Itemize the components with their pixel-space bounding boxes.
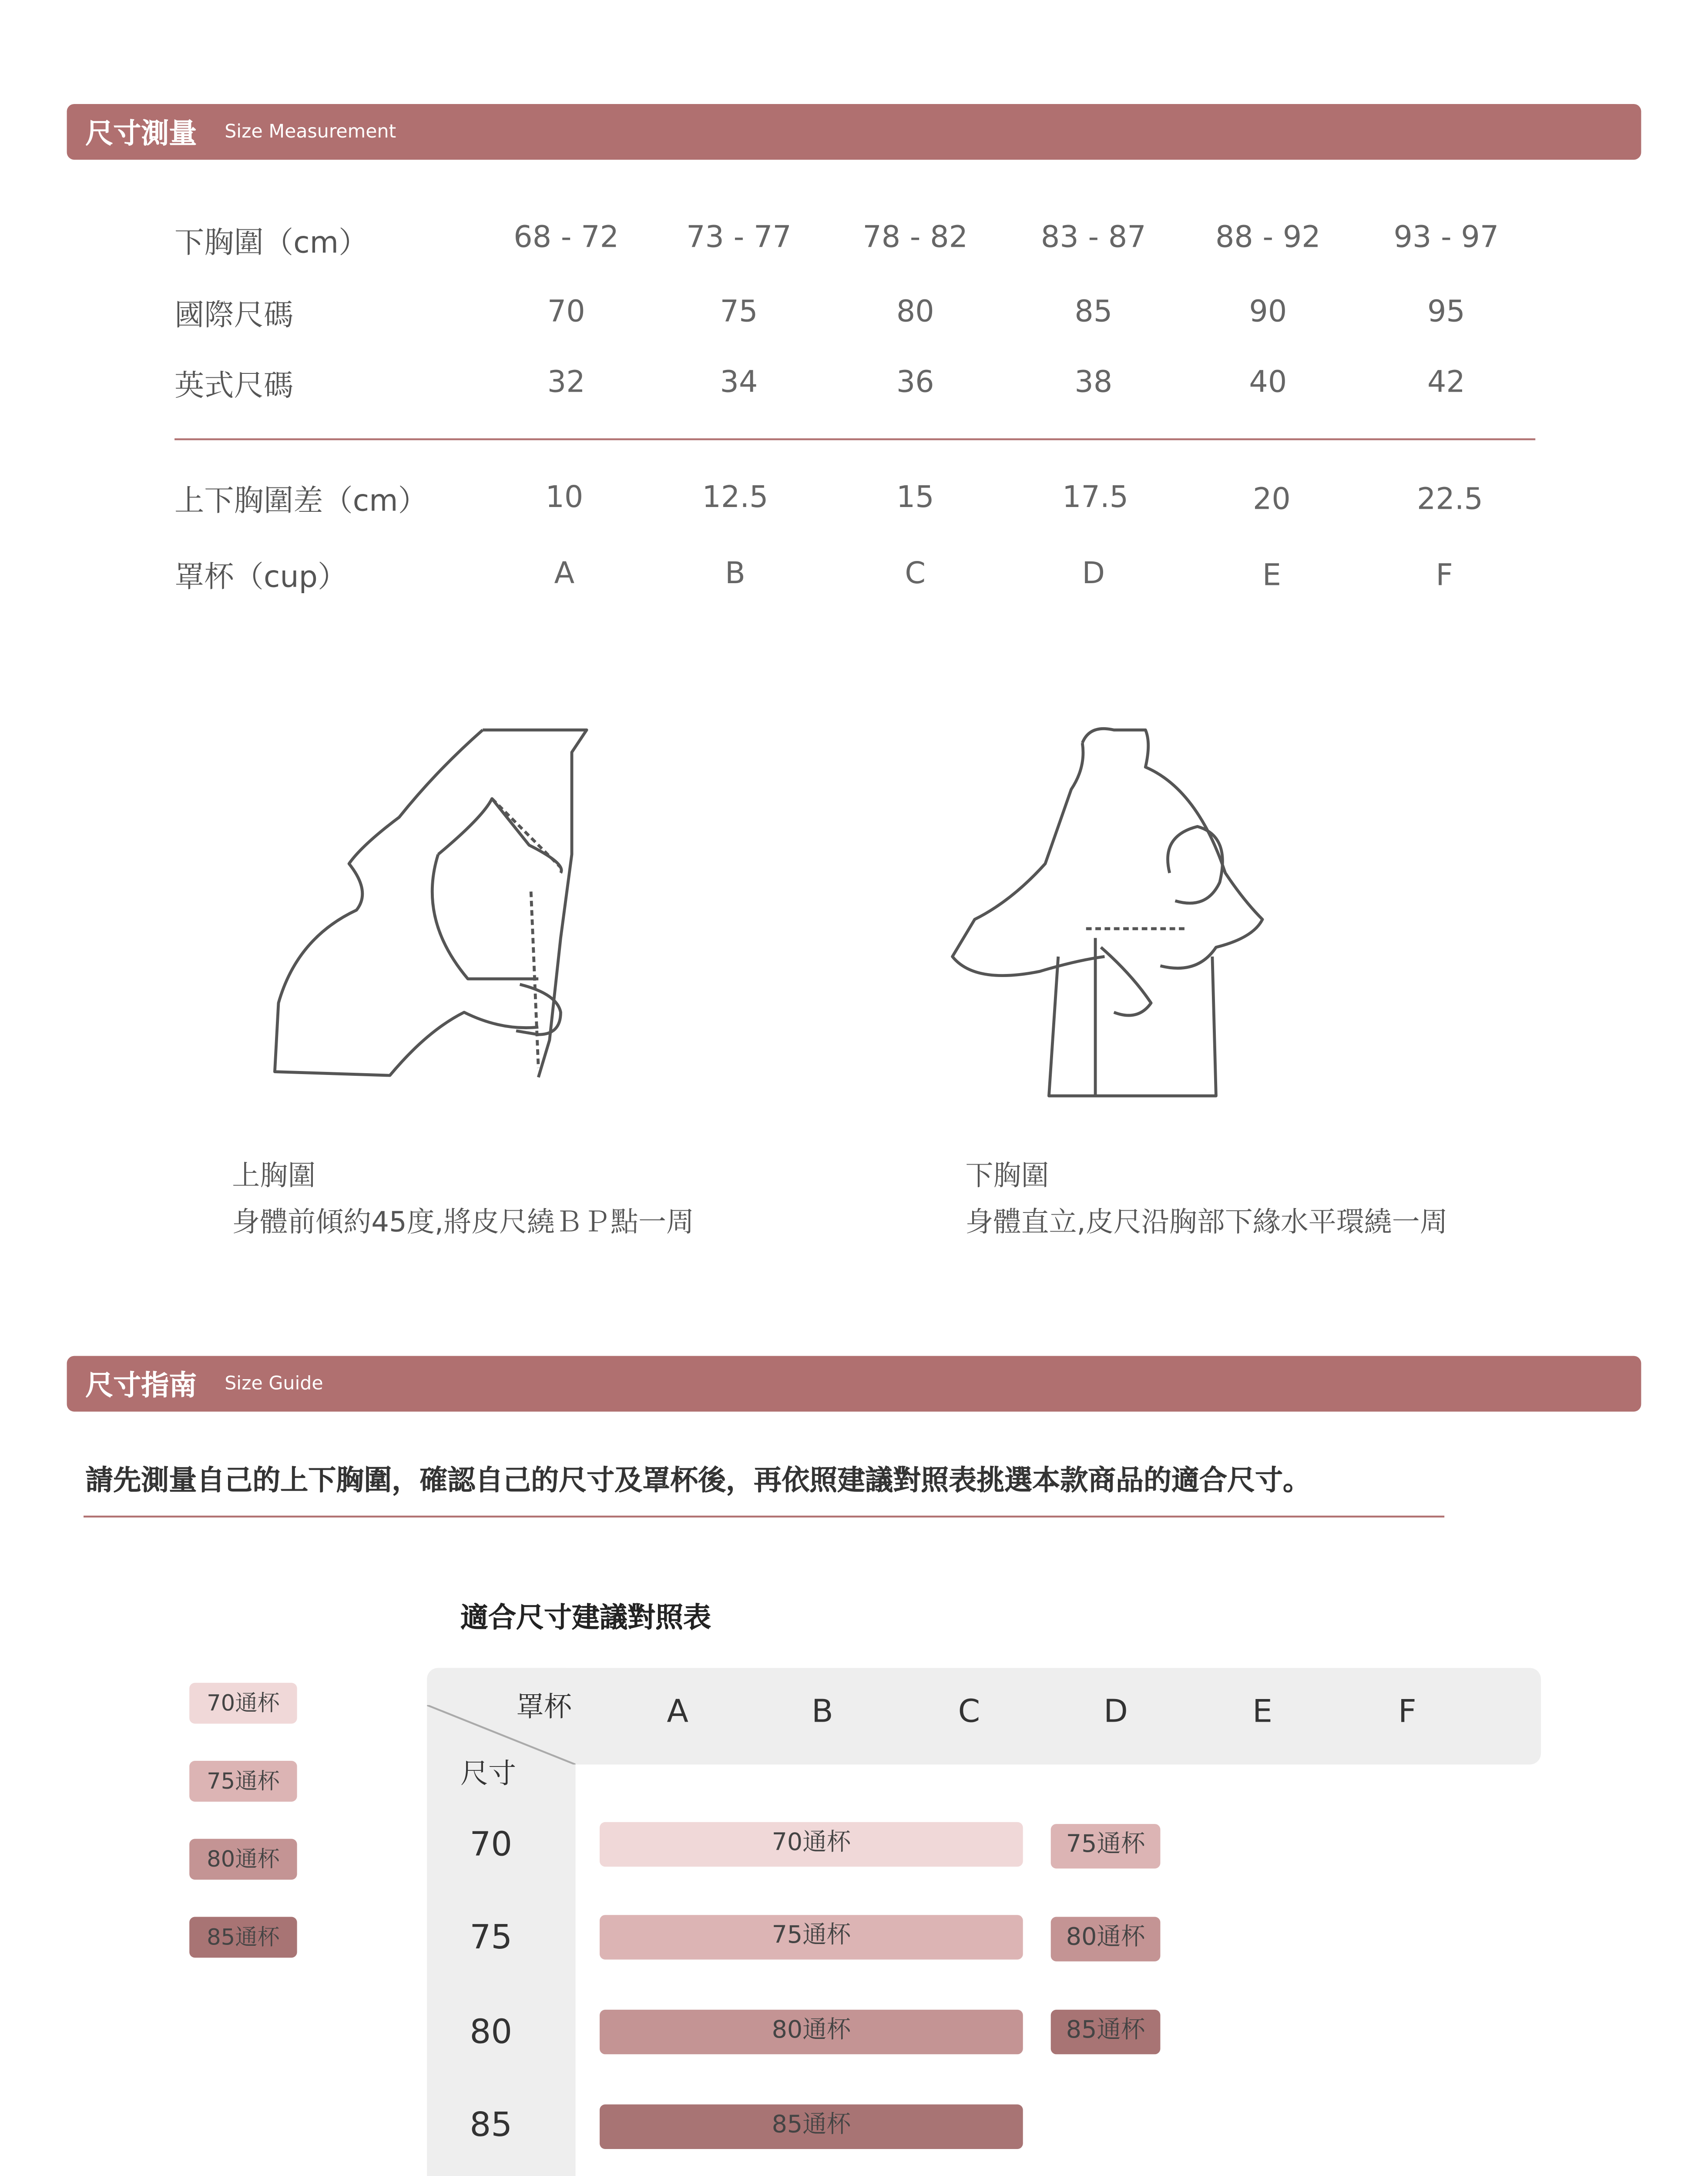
- table-cell: 34: [720, 364, 758, 400]
- table-cell: E: [1262, 557, 1281, 593]
- table-cell: 88 - 92: [1215, 219, 1321, 255]
- row-label-underbust: 下胸圍（cm）: [174, 225, 369, 260]
- guide-instruction: 請先測量自己的上下胸圍，確認自己的尺寸及罩杯後，再依照建議對照表挑選本款商品的適合尺寸。: [85, 1464, 1311, 1497]
- section-title: 尺寸測量: [85, 117, 197, 151]
- table-cell: 78 - 82: [862, 219, 968, 255]
- chart-title: 適合尺寸建議對照表: [460, 1601, 711, 1635]
- size-row-80: 80: [470, 2013, 513, 2053]
- section-subtitle: Size Measurement: [225, 122, 396, 143]
- table-cell: 20: [1252, 481, 1291, 517]
- table-cell: 73 - 77: [686, 219, 792, 255]
- table-cell: 90: [1249, 293, 1287, 329]
- table-divider: [174, 438, 1535, 440]
- table-cell: 12.5: [702, 479, 768, 515]
- table-cell: B: [725, 555, 745, 591]
- size-row-70: 70: [470, 1826, 513, 1865]
- recommend-75-d: 80通杯: [1051, 1917, 1161, 1961]
- size-row-85: 85: [470, 2106, 513, 2146]
- table-cell: 15: [896, 479, 934, 515]
- lower-bust-desc: 身體直立,皮尺沿胸部下緣水平環繞一周: [965, 1205, 1448, 1239]
- recommend-75-abc: 75通杯: [600, 1915, 1023, 1959]
- table-cell: 70: [547, 293, 585, 329]
- lower-bust-illustration: [937, 715, 1309, 1105]
- table-cell: 75: [720, 293, 758, 329]
- recommend-85-abc: 85通杯: [600, 2105, 1023, 2149]
- section-header-measure: [67, 104, 1641, 160]
- table-cell: 95: [1427, 293, 1465, 329]
- section-title: 尺寸指南: [85, 1369, 197, 1403]
- recommend-80-abc: 80通杯: [600, 2010, 1023, 2054]
- row-label-difference: 上下胸圍差（cm）: [174, 483, 428, 518]
- table-cell: F: [1436, 557, 1453, 593]
- legend-70: 70通杯: [189, 1683, 297, 1724]
- upper-bust-title: 上胸圍: [232, 1159, 316, 1192]
- table-cell: 22.5: [1416, 481, 1483, 517]
- recommend-80-d: 85通杯: [1051, 2010, 1161, 2054]
- table-cell: 38: [1074, 364, 1113, 400]
- cup-col-b: B: [812, 1694, 833, 1731]
- row-label-uk: 英式尺碼: [174, 368, 294, 403]
- recommend-70-d: 75通杯: [1051, 1824, 1161, 1868]
- table-cell: 42: [1427, 364, 1465, 400]
- legend-75: 75通杯: [189, 1761, 297, 1802]
- corner-size-label: 尺寸: [460, 1757, 517, 1791]
- section-subtitle: Size Guide: [225, 1374, 323, 1395]
- cup-col-a: A: [667, 1694, 688, 1731]
- recommend-70-abc: 70通杯: [600, 1822, 1023, 1867]
- upper-bust-desc: 身體前傾約45度,將皮尺繞ＢＰ點一周: [232, 1205, 694, 1239]
- cup-col-e: E: [1252, 1694, 1273, 1731]
- size-row-75: 75: [470, 1918, 513, 1958]
- table-cell: 10: [545, 479, 584, 515]
- table-cell: C: [905, 555, 926, 591]
- row-label-cup: 罩杯（cup）: [174, 559, 348, 594]
- table-cell: 32: [547, 364, 585, 400]
- upper-bust-illustration: [260, 715, 631, 1096]
- table-cell: 85: [1074, 293, 1113, 329]
- table-cell: 68 - 72: [513, 219, 619, 255]
- table-cell: 17.5: [1062, 479, 1129, 515]
- row-label-intl: 國際尺碼: [174, 297, 294, 332]
- cup-col-d: D: [1104, 1694, 1128, 1731]
- table-cell: 36: [896, 364, 934, 400]
- cup-col-c: C: [958, 1694, 980, 1731]
- table-cell: D: [1082, 555, 1105, 591]
- table-cell: 93 - 97: [1393, 219, 1499, 255]
- table-cell: 40: [1249, 364, 1287, 400]
- legend-85: 85通杯: [189, 1917, 297, 1958]
- table-cell: A: [554, 555, 575, 591]
- instruction-divider: [84, 1516, 1444, 1518]
- table-cell: 80: [896, 293, 934, 329]
- lower-bust-title: 下胸圍: [965, 1159, 1049, 1192]
- corner-cup-label: 罩杯: [516, 1690, 572, 1724]
- section-header-guide: [67, 1356, 1641, 1412]
- cup-col-f: F: [1398, 1694, 1416, 1731]
- legend-80: 80通杯: [189, 1839, 297, 1880]
- table-cell: 83 - 87: [1040, 219, 1146, 255]
